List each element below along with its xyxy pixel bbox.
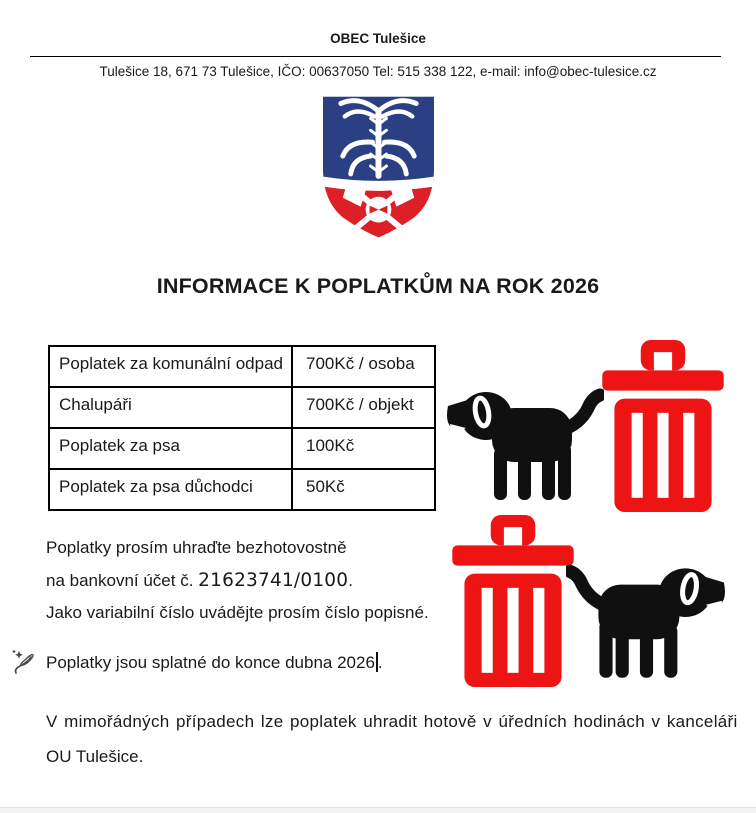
fees-table [48,345,436,511]
fee-value[interactable]: 700Kč / osoba [292,346,435,387]
payment-line-1[interactable]: Poplatky prosím uhraďte bezhotovostně [46,538,347,557]
payment-line-2[interactable] [46,570,353,591]
pen-sparkle-icon[interactable] [12,649,35,676]
table-row [49,346,435,387]
dog-icon[interactable] [444,381,604,503]
header-divider [30,56,721,57]
dog-icon[interactable] [566,557,728,681]
due-line-text: Poplatky jsou splatné do konce dubna 2026 [46,653,375,672]
cash-line-2[interactable]: OU Tulešice. [46,747,144,766]
fee-label[interactable]: Chalupáři [49,387,292,428]
fee-label[interactable]: Poplatek za psa [49,428,292,469]
table-row [49,387,435,428]
payment-line-2-prefix: na bankovní účet č. [46,571,199,590]
fee-value[interactable]: 100Kč [292,428,435,469]
trash-can-icon[interactable] [602,340,724,512]
page-title: INFORMACE K POPLATKŮM NA ROK 2026 [156,274,600,298]
page-bottom-edge [0,807,756,813]
account-number: 21623741/0100 [198,570,349,591]
payment-line-3[interactable]: Jako variabilní číslo uvádějte prosím číslo popisné. [46,603,429,622]
org-name: OBEC Tulešice [330,31,426,46]
due-line[interactable] [46,652,383,673]
coat-of-arms-icon[interactable] [319,92,438,242]
fee-value[interactable]: 700Kč / objekt [292,387,435,428]
payment-line-2-suffix: . [348,571,353,590]
cash-line-1[interactable]: V mimořádných případech lze poplatek uhradit hotově v úředních hodinách v kanceláři [46,712,738,731]
table-row [49,469,435,510]
due-line-period: . [377,653,383,672]
table-row [49,428,435,469]
address-line: Tulešice 18, 671 73 Tulešice, IČO: 00637050 Tel: 515 338 122, e-mail: info@obec-tulesice.cz [99,64,657,79]
fee-value[interactable]: 50Kč [292,469,435,510]
fee-label[interactable]: Poplatek za komunální odpad [49,346,292,387]
trash-can-icon[interactable] [452,515,574,687]
fee-label[interactable]: Poplatek za psa důchodci [49,469,292,510]
